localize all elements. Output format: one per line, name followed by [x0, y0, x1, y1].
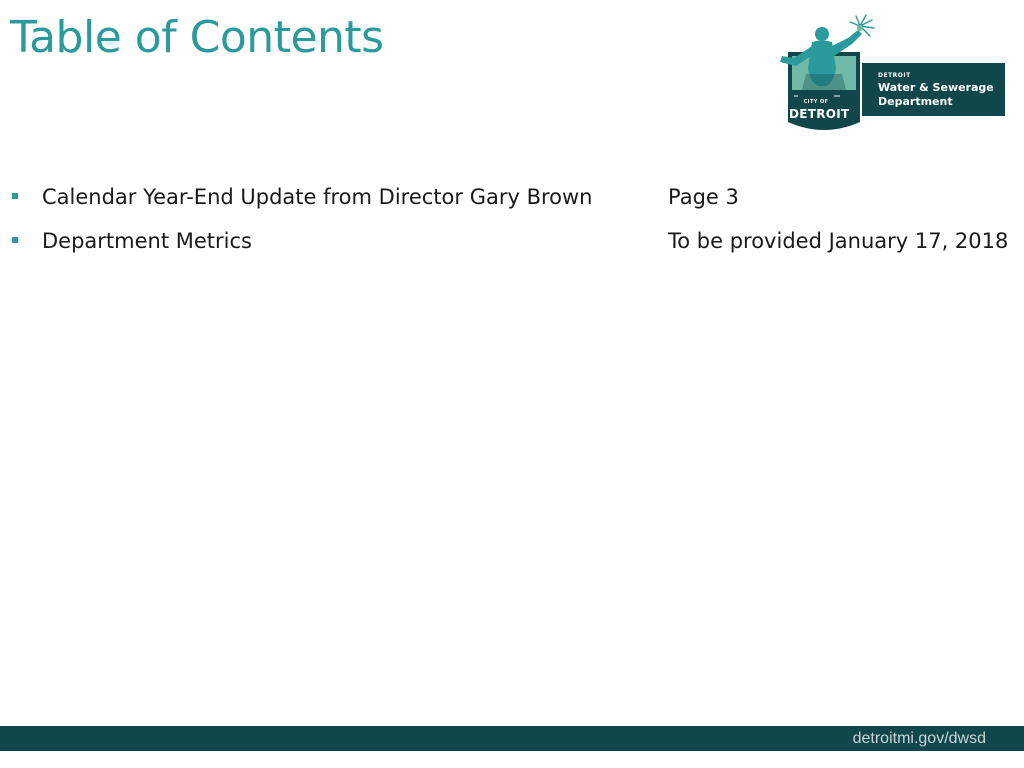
seal-detroit-label: DETROIT [789, 107, 850, 121]
toc-topic: Calendar Year-End Update from Director Gary Brown [42, 185, 593, 209]
footer-bar [0, 726, 1024, 751]
toc-item [0, 183, 1024, 227]
banner-name-line2: Department [878, 95, 953, 108]
table-of-contents-list [0, 183, 1024, 271]
toc-page: To be provided January 17, 2018 [668, 229, 1009, 253]
seal-city-label: CITY OF [803, 99, 829, 105]
page-title: Table of Contents [10, 12, 384, 63]
banner-city-label: DETROIT [878, 72, 911, 79]
dwsd-logo [776, 12, 1008, 134]
department-banner [862, 63, 1005, 116]
toc-page: Page 3 [668, 185, 739, 209]
square-bullet-icon [12, 193, 18, 199]
toc-item [0, 227, 1024, 271]
square-bullet-icon [12, 237, 18, 243]
footer-url: detroitmi.gov/dwsd [852, 730, 986, 747]
toc-topic: Department Metrics [42, 229, 252, 253]
banner-name-line1: Water & Sewerage [878, 81, 994, 94]
